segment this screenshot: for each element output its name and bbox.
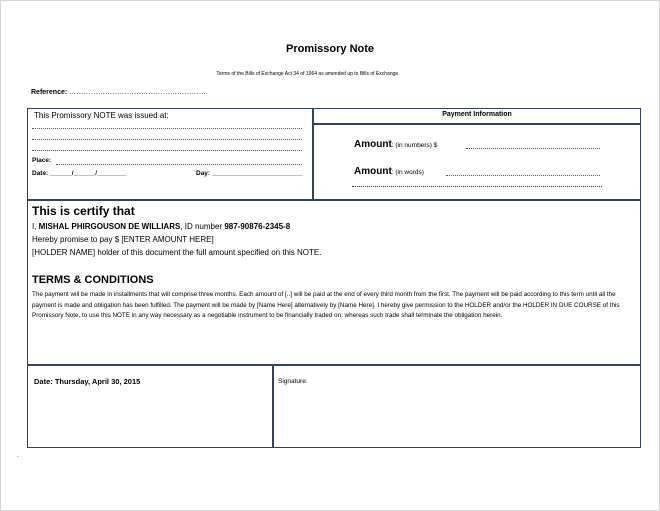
issued-line-3: [32, 150, 302, 151]
reference-field: [31, 89, 206, 96]
certify-heading: This is certify that: [32, 204, 135, 218]
issued-payment-divider: [312, 108, 314, 200]
amount-words-sub: : (in words): [391, 169, 424, 176]
holder-name: MISHAL PHIRGOUSON DE WILLIARS: [38, 222, 181, 231]
issued-date-field: Date: ______/______/________: [32, 170, 126, 177]
payment-info-header: Payment Information: [442, 111, 512, 118]
amount-words-line-2: [352, 186, 602, 187]
section-divider-bottom: [27, 364, 640, 366]
footer-date: Date: Thursday, April 30, 2015: [34, 377, 141, 386]
amount-numbers-sub: : (in numbers) $: [391, 142, 438, 149]
amount-numbers-line: [466, 148, 600, 149]
amount-numbers-field: [354, 139, 437, 150]
issued-day-field: Day: _________________________: [196, 170, 303, 177]
signature-label: Signature:: [278, 378, 308, 385]
document-title: Promissory Note: [285, 43, 375, 55]
document-subtitle: Terms of the Bills of Exchange Act 34 of 1964 as amended up to Bills of Exchange.: [216, 71, 400, 77]
terms-body: The payment will be made in installments that will comprise three months. Each amount of [..] will be paid at the end of every third month from the first. The payment will be paid according to this term until all the payment is made and obligation has been fulfilled. The payment will be made by [Name Here] alternatively by [Name Here]. I hereby give permission to the HOLDER and/or the HOLDER IN DUE COURSE of this Promissory Note, to use this NOTE in any way necessary as a negotiable instrument to be financially traded on; whereas such trade shall terminate the obligation herein.: [32, 291, 620, 319]
stray-dot: .: [17, 453, 19, 459]
id-label: , ID number: [180, 222, 225, 231]
amount-words-line: [446, 175, 600, 176]
amount-numbers-label: Amount: [354, 139, 392, 150]
certify-prefix: I,: [32, 222, 39, 231]
certify-line-holder: [32, 222, 290, 231]
certify-line-holder-doc: [HOLDER NAME] holder of this document the full amount specified on this NOTE.: [32, 248, 322, 257]
issued-line-2: [32, 139, 302, 140]
date-signature-divider: [272, 364, 274, 447]
reference-dots: …………………………………………………: [69, 89, 206, 96]
place-line: [56, 164, 302, 165]
payment-header-divider: [313, 123, 640, 125]
terms-heading: TERMS & CONDITIONS: [32, 274, 154, 286]
issued-line-1: [32, 128, 302, 129]
reference-label: Reference:: [31, 89, 68, 96]
id-number: 987-90876-2345-8: [224, 222, 291, 231]
section-divider-top: [27, 199, 640, 201]
issued-label: This Promissory NOTE was issued at:: [34, 111, 169, 120]
amount-words-label: Amount: [354, 166, 392, 177]
certify-line-promise: Hereby promise to pay $ [ENTER AMOUNT HERE]: [32, 235, 214, 244]
place-label: Place:: [32, 157, 52, 164]
amount-words-field: [354, 166, 424, 177]
